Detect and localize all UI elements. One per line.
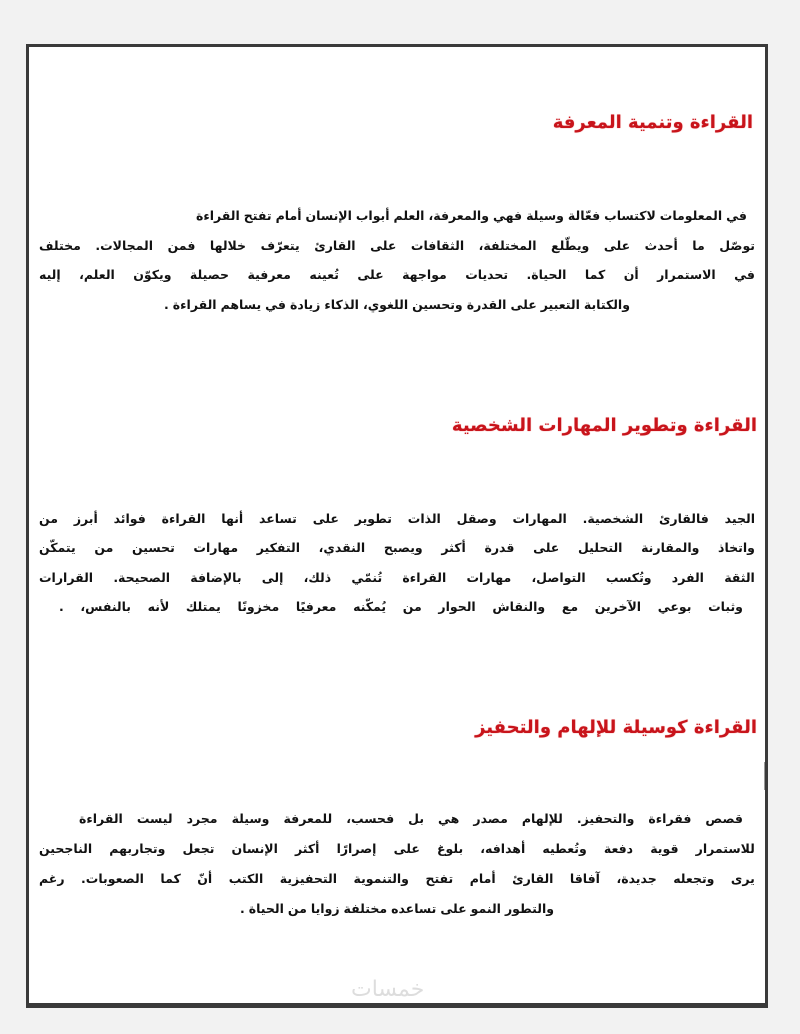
word: التواصل، [531, 569, 586, 585]
word: النقدي، [318, 539, 366, 555]
word: ليست [136, 810, 173, 826]
word: يرى [730, 870, 755, 886]
word: فقراءة [648, 810, 692, 826]
word: لاكتساب [604, 207, 656, 223]
word: توصّل [719, 237, 755, 253]
word: على [393, 840, 420, 856]
word: على [440, 900, 467, 916]
word: يتمكّن [39, 539, 76, 555]
word: التحليل [578, 539, 623, 555]
word: والتنموية [353, 870, 409, 886]
word: وسيلة [526, 207, 564, 223]
word: تساعده [391, 900, 437, 916]
word: على [533, 539, 560, 555]
word: مختلفة [343, 900, 388, 916]
word: أهدافه، [480, 840, 526, 856]
word: تفتح [243, 207, 272, 223]
word: والمقارنة [641, 539, 700, 555]
word: والتحفيز. [576, 810, 635, 826]
section-heading: القراءة وتنمية المعرفة [552, 112, 753, 133]
word: مجرد [186, 810, 218, 826]
word: من [94, 539, 114, 555]
word: العلم، [79, 266, 115, 282]
word: فعّالة [567, 207, 601, 223]
paragraph-line [39, 535, 755, 559]
word: الإنسان [231, 840, 278, 856]
word: القراءة [195, 207, 240, 223]
word: تجعل [182, 840, 215, 856]
word: المعلومات [659, 207, 723, 223]
word: الذكاء [324, 296, 359, 312]
word: إليه [39, 266, 61, 282]
word: أن [623, 266, 639, 282]
word: على [603, 237, 631, 253]
word: الحياة. [526, 266, 567, 282]
document-page [26, 44, 768, 1008]
word: إلى [261, 569, 284, 585]
word: فمن [167, 237, 196, 253]
word: وصقل [456, 510, 497, 526]
word: . [59, 598, 64, 614]
word: الاستمرار [657, 266, 716, 282]
word: أنها [221, 510, 244, 526]
word: وثبات [708, 598, 743, 614]
word: جديدة، [616, 870, 657, 886]
word: أكثر [295, 840, 320, 856]
word: الكتب [228, 870, 264, 886]
word: الفرد [671, 569, 704, 585]
word: ويصبح [383, 539, 423, 555]
word: تفتح [425, 870, 454, 886]
word: وتجعله [673, 870, 715, 886]
word: القدرة [466, 296, 507, 312]
word: تطوير [354, 510, 392, 526]
word: على [357, 266, 384, 282]
word: مصدر [473, 810, 508, 826]
word: لأنه [147, 598, 170, 614]
word: أبرز [73, 510, 98, 526]
word: أمام [469, 870, 496, 886]
word: القراءة [402, 569, 447, 585]
word: العلم [393, 207, 425, 223]
word: أمام [275, 207, 302, 223]
word: قوية [650, 840, 679, 856]
word: على [510, 296, 537, 312]
word: للاستمرار [695, 840, 755, 856]
word: في [734, 266, 755, 282]
word: يُمكّنه [353, 598, 387, 614]
word: ما [692, 237, 705, 253]
word: القارئ [314, 237, 356, 253]
word: من [402, 598, 422, 614]
word: مختلف [39, 237, 81, 253]
word: المجالات. [95, 237, 154, 253]
word: تُعينه [309, 266, 339, 282]
word: الثقافات [410, 237, 465, 253]
word: معرفية [247, 266, 291, 282]
word: أكثر [441, 539, 466, 555]
word: أبواب [355, 207, 390, 223]
word: فهي [492, 207, 523, 223]
paragraph-line [39, 836, 755, 860]
word: المختلفة، [478, 237, 537, 253]
word: آفاقا [569, 870, 600, 886]
paragraph-line [39, 233, 755, 257]
word: رغم [39, 870, 65, 886]
word: مواجهة [402, 266, 447, 282]
word: الصحيحة. [113, 569, 171, 585]
word: والكتابة [583, 296, 630, 312]
word: الإنسان [305, 207, 352, 223]
word: الناجحين [39, 840, 93, 856]
word: الثقة [724, 569, 755, 585]
word: القراءة [161, 510, 206, 526]
word: بوعي [657, 598, 692, 614]
word: على [370, 237, 397, 253]
word: الصعوبات. [81, 870, 144, 886]
word: دفعة [603, 840, 634, 856]
word: من [287, 900, 307, 916]
paragraph-line [59, 594, 743, 618]
section-heading: القراءة كوسيلة للإلهام والتحفيز [475, 717, 757, 738]
paragraph-line [39, 203, 755, 227]
word: التفكير [256, 539, 301, 555]
word: بالإضافة [190, 569, 242, 585]
word: من [39, 510, 58, 526]
word: القرارات [39, 569, 94, 585]
word: ويطّلع [551, 237, 590, 253]
word: . [164, 296, 169, 312]
text-cursor [764, 762, 765, 790]
word: أنّ [197, 870, 213, 886]
word: يمتلك [185, 598, 221, 614]
word: فالقارئ [658, 510, 709, 526]
word: اللغوي، [362, 296, 409, 312]
word: مع [561, 598, 579, 614]
word: تحسين [131, 539, 175, 555]
word: القراءة [79, 810, 123, 826]
word: التعبير [540, 296, 580, 312]
word: مهارات [466, 569, 512, 585]
word: مخزونًا [237, 598, 280, 614]
word: وتُكسب [605, 569, 652, 585]
word: ذلك، [303, 569, 332, 585]
word: قدرة [484, 539, 515, 555]
word: النمو [470, 900, 501, 916]
word: خلالها [209, 237, 247, 253]
word: قصص [705, 810, 743, 826]
word: الجيد [724, 510, 755, 526]
word: زوايا [310, 900, 340, 916]
paragraph-line [39, 292, 755, 316]
word: في [265, 296, 286, 312]
word: الذات [407, 510, 441, 526]
word: معرفيًا [295, 598, 337, 614]
paragraph-line [39, 866, 755, 890]
word: واتخاذ [718, 539, 755, 555]
word: أحدث [644, 237, 678, 253]
word: هي [438, 810, 460, 826]
paragraph-line [79, 806, 743, 830]
word: وسيلة [231, 810, 270, 826]
word: للإلهام [521, 810, 563, 826]
word: للمعرفة [283, 810, 333, 826]
paragraph-line [39, 262, 755, 286]
word: زيادة [290, 296, 321, 312]
paragraph-line [39, 565, 755, 589]
word: تحديات [465, 266, 509, 282]
word: والمعرفة، [428, 207, 489, 223]
section-heading: القراءة وتطوير المهارات الشخصية [451, 415, 757, 436]
word: على [312, 510, 339, 526]
word: والنقاش [492, 598, 546, 614]
word: الآخرين [594, 598, 642, 614]
word: بالنفس، [80, 598, 132, 614]
watermark-logo: خمسات [351, 977, 425, 1002]
word: إصرارًا [336, 840, 377, 856]
word: وتجاربهم [109, 840, 166, 856]
paragraph-line [39, 506, 755, 530]
word: يتعرّف [260, 237, 300, 253]
word: في [726, 207, 747, 223]
word: تساعد [259, 510, 297, 526]
word: المهارات [512, 510, 567, 526]
word: ويكوّن [133, 266, 172, 282]
word: الحوار [438, 598, 476, 614]
word: مهارات [193, 539, 239, 555]
paragraph-line [39, 896, 755, 920]
word: كما [584, 266, 606, 282]
word: كما [160, 870, 181, 886]
word: بلوغ [436, 840, 464, 856]
word: يساهم [220, 296, 262, 312]
word: حصيلة [189, 266, 230, 282]
word: الشخصية. [582, 510, 644, 526]
word: القراءة [172, 296, 217, 312]
word: الحياة [248, 900, 284, 916]
word: والتطور [504, 900, 554, 916]
word: فحسب، [346, 810, 395, 826]
word: وتُعطيه [542, 840, 587, 856]
word: تُنمّي [351, 569, 383, 585]
word: فوائد [113, 510, 146, 526]
word: التحفيزية [279, 870, 338, 886]
word: القارئ [512, 870, 554, 886]
word: . [239, 900, 245, 916]
word: بل [408, 810, 425, 826]
word: وتحسين [412, 296, 463, 312]
